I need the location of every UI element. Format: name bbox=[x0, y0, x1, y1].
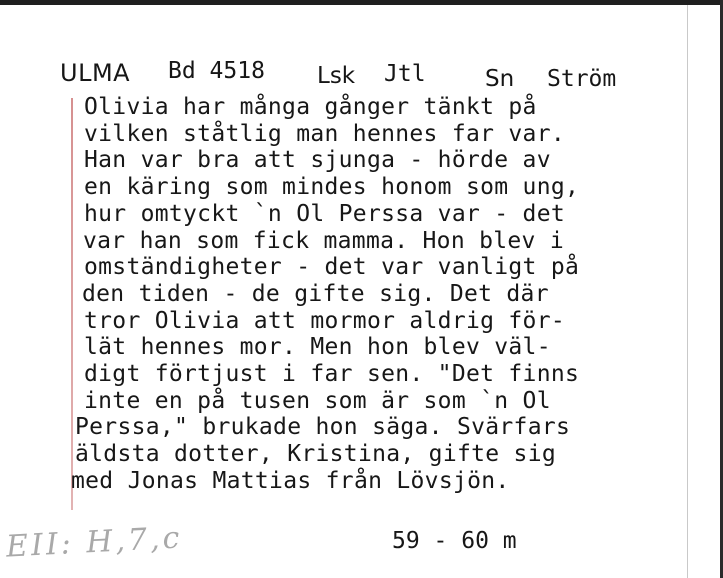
text-line: Olivia har många gånger tänkt på bbox=[84, 94, 537, 120]
card-body-text bbox=[71, 94, 684, 495]
landskap-value: Jtl bbox=[384, 61, 426, 87]
text-line: inte en på tusen som är som `n Ol bbox=[84, 387, 551, 414]
page-range: 59 - 60 m bbox=[392, 528, 517, 554]
text-line: hur omtyckt `n Ol Perssa var - det bbox=[84, 200, 566, 227]
card-top-edge bbox=[0, 0, 723, 5]
handwritten-classification-note: EII: H,7,c bbox=[5, 520, 184, 565]
text-line: Han var bra att sjunga - hörde av bbox=[84, 147, 551, 174]
card-header bbox=[0, 55, 723, 95]
text-line: den tiden - de gifte sig. Det där bbox=[82, 280, 549, 307]
text-line: tror Olivia att mormor aldrig för- bbox=[84, 307, 566, 334]
text-line: digt förtjust i far sen. "Det finns bbox=[84, 361, 580, 388]
text-line: en käring som mindes honom som ung, bbox=[84, 174, 580, 201]
text-line: vilken ståtlig man hennes far var. bbox=[84, 120, 566, 147]
text-line: omständigheter - det var vanligt på bbox=[84, 254, 580, 281]
text-line: lät hennes mor. Men hon blev väl- bbox=[84, 334, 551, 361]
text-line: äldsta dotter, Kristina, gifte sig bbox=[75, 441, 557, 468]
socken-value: Ström bbox=[547, 66, 617, 92]
margin-rule bbox=[71, 98, 73, 510]
socken-label: Sn bbox=[485, 66, 515, 92]
text-line: med Jonas Mattias från Lövsjön. bbox=[71, 467, 510, 494]
volume-number: Bd 4518 bbox=[168, 58, 265, 84]
text-line: Perssa," brukade hon säga. Svärfars bbox=[75, 414, 571, 441]
archive-code: ULMA bbox=[60, 59, 131, 87]
landskap-label: Lsk bbox=[317, 63, 356, 89]
text-line: var han som fick mamma. Hon blev i bbox=[83, 227, 565, 254]
